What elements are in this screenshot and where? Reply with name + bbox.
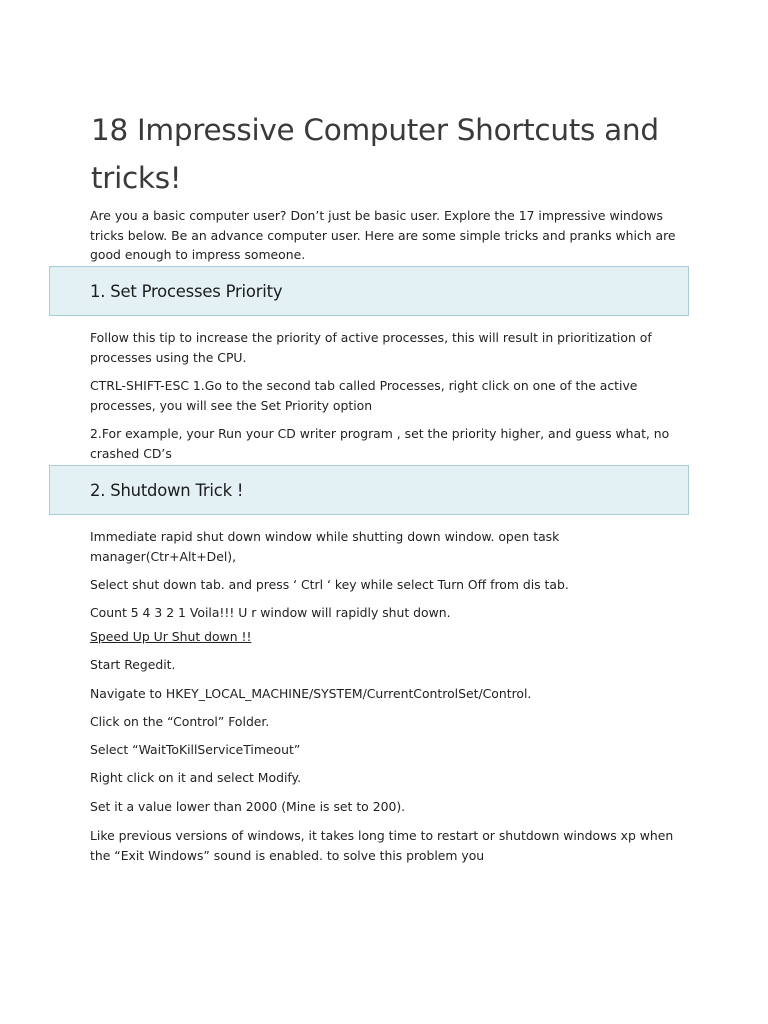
section-heading-2: 2. Shutdown Trick !	[90, 481, 244, 500]
section-2-paragraph-10: Set it a value lower than 2000 (Mine is set to 200).	[90, 799, 406, 814]
section-heading-1: 1. Set Processes Priority	[90, 282, 283, 301]
page-title: 18 Impressive Computer Shortcuts and tricks!	[91, 113, 659, 195]
section-1-paragraph-3: 2.For example, your Run your CD writer program , set the priority higher, and guess what, no crashed CD’s	[90, 426, 670, 461]
section-heading-box-1	[49, 266, 689, 316]
section-2-paragraph-8: Select “WaitToKillServiceTimeout”	[90, 742, 301, 757]
section-2-paragraph-6: Navigate to HKEY_LOCAL_MACHINE/SYSTEM/CurrentControlSet/Control.	[90, 686, 532, 701]
section-1-paragraph-2: CTRL-SHIFT-ESC 1.Go to the second tab called Processes, right click on one of the active processes, you will see the Set Priority option	[90, 378, 638, 413]
intro-paragraph: Are you a basic computer user? Don’t just be basic user. Explore the 17 impressive windows tricks below. Be an advance computer user. Here are some simple tricks and pranks which are good enough to impress someone.	[90, 208, 676, 262]
section-1-paragraph-1: Follow this tip to increase the priority of active processes, this will result in prioritization of processes using the CPU.	[90, 330, 652, 365]
speed-up-shutdown-link[interactable]: Speed Up Ur Shut down !!	[90, 629, 252, 644]
section-2-paragraph-11: Like previous versions of windows, it takes long time to restart or shutdown windows xp when the “Exit Windows” sound is enabled. to solve this problem you	[90, 828, 674, 863]
section-heading-box-2	[49, 465, 689, 515]
section-2-paragraph-1: Immediate rapid shut down window while shutting down window. open task manager(Ctr+Alt+Del),	[90, 529, 560, 564]
section-2-paragraph-2: Select shut down tab. and press ‘ Ctrl ‘ key while select Turn Off from dis tab.	[90, 577, 569, 592]
section-2-paragraph-3: Count 5 4 3 2 1 Voila!!! U r window will rapidly shut down.	[90, 605, 451, 620]
section-2-paragraph-9: Right click on it and select Modify.	[90, 770, 302, 785]
section-2-paragraph-7: Click on the “Control” Folder.	[90, 714, 270, 729]
section-2-paragraph-5: Start Regedit.	[90, 657, 176, 672]
